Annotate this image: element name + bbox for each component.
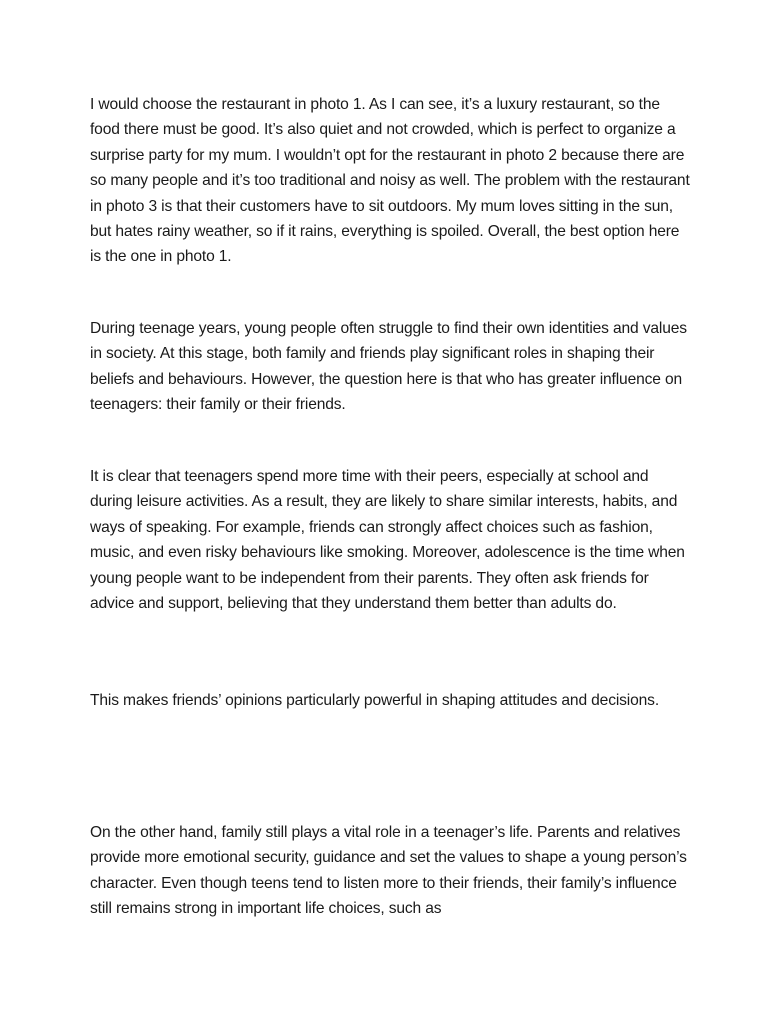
paragraph-friends-opinions: This makes friends’ opinions particularly powerful in shaping attitudes and decisions.	[90, 692, 659, 709]
paragraph-family-influence: On the other hand, family still plays a vital role in a teenager’s life. Parents and relatives provide more emotional security, guidance and set the values to shape a young person’s character. Even though teens tend to listen more to their friends, their family’s influence still remains strong in important life choices, such as	[90, 824, 687, 918]
paragraph-restaurant-choice: I would choose the restaurant in photo 1. As I can see, it’s a luxury restaurant, so the food there must be good. It’s also quiet and not crowded, which is perfect to organize a surprise party for my mum. I wouldn’t opt for the restaurant in photo 2 because there are so many people and it’s too traditional and noisy as well. The problem with the restaurant in photo 3 is that their customers have to sit outdoors. My mum loves sitting in the sun, but hates rainy weather, so if it rains, everything is spoiled. Overall, the best option here is the one in photo 1.	[90, 96, 690, 266]
paragraph-introduction: During teenage years, young people often struggle to find their own identities and values in society. At this stage, both family and friends play significant roles in shaping their beliefs and behaviours. However, the question here is that who has greater influence on teenagers: their family or their friends.	[90, 320, 687, 414]
paragraph-friends-influence: It is clear that teenagers spend more time with their peers, especially at school and during leisure activities. As a result, they are likely to share similar interests, habits, and ways of speaking. For example, friends can strongly affect choices such as fashion, music, and even risky behaviours like smoking. Moreover, adolescence is the time when young people want to be independent from their parents. They often ask friends for advice and support, believing that they understand them better than adults do.	[90, 468, 685, 613]
